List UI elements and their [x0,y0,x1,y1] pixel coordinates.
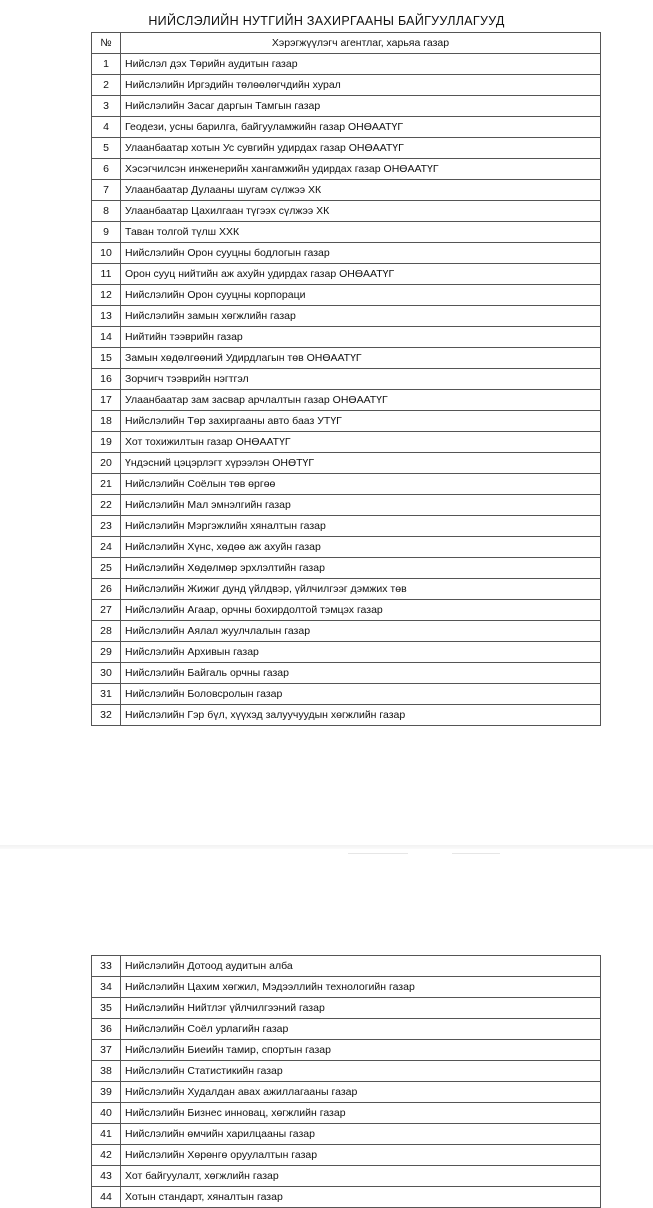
organization-name: Нийслэлийн Нийтлэг үйлчилгээний газар [121,998,601,1019]
row-number: 3 [92,96,121,117]
row-number: 43 [92,1166,121,1187]
row-number: 20 [92,453,121,474]
page-break-mark [348,853,408,854]
organization-name: Нийслэлийн Иргэдийн төлөөлөгчдийн хурал [121,75,601,96]
organization-name: Нийслэлийн Хүнс, хөдөө аж ахуйн газар [121,537,601,558]
organization-name: Нийслэлийн Гэр бүл, хүүхэд залуучуудын хөгжлийн газар [121,705,601,726]
page-break [0,845,653,849]
row-number: 27 [92,600,121,621]
row-number: 24 [92,537,121,558]
row-number: 15 [92,348,121,369]
table-row [92,684,601,705]
organization-name: Нийслэл дэх Төрийн аудитын газар [121,54,601,75]
row-number: 23 [92,516,121,537]
row-number: 21 [92,474,121,495]
row-number: 44 [92,1187,121,1208]
organization-name: Нийслэлийн Орон сууцны бодлогын газар [121,243,601,264]
table-row [92,558,601,579]
table-row [92,956,601,977]
row-number: 13 [92,306,121,327]
organization-name: Нийслэлийн Орон сууцны корпораци [121,285,601,306]
organization-name: Нийслэлийн Агаар, орчны бохирдолтой тэмцэх газар [121,600,601,621]
document-title: НИЙСЛЭЛИЙН НУТГИЙН ЗАХИРГААНЫ БАЙГУУЛЛАГУУД [148,14,505,28]
row-number: 34 [92,977,121,998]
table-row [92,75,601,96]
row-number: 40 [92,1103,121,1124]
row-number: 19 [92,432,121,453]
organizations-table-continued [91,955,601,1208]
organization-name: Таван толгой түлш ХХК [121,222,601,243]
organization-name: Нийслэлийн Статистикийн газар [121,1061,601,1082]
organization-name: Хот тохижилтын газар ОНӨААТҮГ [121,432,601,453]
table-row [92,201,601,222]
row-number: 42 [92,1145,121,1166]
table-row [92,390,601,411]
row-number: 38 [92,1061,121,1082]
row-number: 1 [92,54,121,75]
table-row [92,348,601,369]
table-row [92,516,601,537]
name-column-header: Хэрэгжүүлэгч агентлаг, харьяа газар [121,33,601,54]
table-row [92,977,601,998]
organization-name: Нийслэлийн Төр захиргааны авто бааз УТҮГ [121,411,601,432]
table-row [92,243,601,264]
table-body-part-1 [92,54,601,726]
organization-name: Нийслэлийн Мал эмнэлгийн газар [121,495,601,516]
page-break-mark [452,853,500,854]
table-row [92,621,601,642]
row-number: 41 [92,1124,121,1145]
row-number: 36 [92,1019,121,1040]
table-row [92,1082,601,1103]
row-number: 22 [92,495,121,516]
table-row [92,453,601,474]
row-number: 28 [92,621,121,642]
table-row [92,264,601,285]
row-number: 7 [92,180,121,201]
table-row [92,1187,601,1208]
row-number: 16 [92,369,121,390]
organization-name: Зорчигч тээврийн нэгтгэл [121,369,601,390]
organization-name: Нийслэлийн Жижиг дунд үйлдвэр, үйлчилгээг дэмжих төв [121,579,601,600]
organization-name: Нийслэлийн Боловсролын газар [121,684,601,705]
table-row [92,54,601,75]
table-row [92,1019,601,1040]
organization-name: Улаанбаатар хотын Ус сувгийн удирдах газар ОНӨААТҮГ [121,138,601,159]
row-number: 17 [92,390,121,411]
organization-name: Нийслэлийн Худалдан авах ажиллагааны газар [121,1082,601,1103]
organization-name: Орон сууц нийтийн аж ахуйн удирдах газар ОНӨААТҮГ [121,264,601,285]
organization-name: Хотын стандарт, хяналтын газар [121,1187,601,1208]
row-number: 26 [92,579,121,600]
table-row [92,1040,601,1061]
table-row [92,222,601,243]
organization-name: Нийслэлийн Бизнес инновац, хөгжлийн газар [121,1103,601,1124]
table-row [92,96,601,117]
table-row [92,663,601,684]
organization-name: Нийслэлийн Соёлын төв өргөө [121,474,601,495]
table-row [92,411,601,432]
table-row [92,369,601,390]
table-header-row [92,33,601,54]
organization-name: Нийтийн тээврийн газар [121,327,601,348]
table-row [92,1103,601,1124]
table-row [92,642,601,663]
organization-name: Нийслэлийн Хөдөлмөр эрхлэлтийн газар [121,558,601,579]
table-row [92,432,601,453]
row-number: 18 [92,411,121,432]
table-row [92,159,601,180]
table-row [92,327,601,348]
organization-name: Хэсэгчилсэн инженерийн хангамжийн удирдах газар ОНӨААТҮГ [121,159,601,180]
row-number: 25 [92,558,121,579]
table-row [92,579,601,600]
organization-name: Замын хөдөлгөөний Удирдлагын төв ОНӨААТҮГ [121,348,601,369]
row-number: 10 [92,243,121,264]
organization-name: Нийслэлийн Хөрөнгө оруулалтын газар [121,1145,601,1166]
organization-name: Улаанбаатар Дулааны шугам сүлжээ ХК [121,180,601,201]
organization-name: Нийслэлийн Байгаль орчны газар [121,663,601,684]
table-row [92,306,601,327]
row-number: 35 [92,998,121,1019]
row-number: 4 [92,117,121,138]
organization-name: Нийслэлийн Аялал жуулчлалын газар [121,621,601,642]
organization-name: Нийслэлийн Соёл урлагийн газар [121,1019,601,1040]
row-number: 29 [92,642,121,663]
organization-name: Нийслэлийн Архивын газар [121,642,601,663]
organization-name: Нийслэлийн Засаг даргын Тамгын газар [121,96,601,117]
table-row [92,1145,601,1166]
row-number: 31 [92,684,121,705]
row-number: 32 [92,705,121,726]
row-number: 12 [92,285,121,306]
table-row [92,180,601,201]
table-row [92,1061,601,1082]
row-number: 8 [92,201,121,222]
table-row [92,117,601,138]
row-number: 14 [92,327,121,348]
organization-name: Улаанбаатар зам засвар арчлалтын газар ОНӨААТҮГ [121,390,601,411]
row-number: 37 [92,1040,121,1061]
row-number: 9 [92,222,121,243]
organization-name: Үндэсний цэцэрлэгт хүрээлэн ОНӨТҮГ [121,453,601,474]
row-number: 2 [92,75,121,96]
table-row [92,705,601,726]
number-column-header: № [92,33,121,54]
organization-name: Нийслэлийн Цахим хөгжил, Мэдээллийн технологийн газар [121,977,601,998]
table-row [92,537,601,558]
organization-name: Нийслэлийн Биеийн тамир, спортын газар [121,1040,601,1061]
table-row [92,138,601,159]
organizations-table [91,32,601,726]
table-row [92,1124,601,1145]
organization-name: Нийслэлийн Мэргэжлийн хяналтын газар [121,516,601,537]
table-row [92,285,601,306]
organization-name: Хот байгуулалт, хөгжлийн газар [121,1166,601,1187]
organization-name: Улаанбаатар Цахилгаан түгээх сүлжээ ХК [121,201,601,222]
organization-name: Нийслэлийн Дотоод аудитын алба [121,956,601,977]
row-number: 6 [92,159,121,180]
row-number: 11 [92,264,121,285]
row-number: 39 [92,1082,121,1103]
row-number: 33 [92,956,121,977]
table-row [92,600,601,621]
organization-name: Нийслэлийн замын хөгжлийн газар [121,306,601,327]
table-body-part-2 [92,956,601,1208]
table-row [92,1166,601,1187]
table-row [92,495,601,516]
organization-name: Нийслэлийн өмчийн харилцааны газар [121,1124,601,1145]
row-number: 5 [92,138,121,159]
table-row [92,998,601,1019]
row-number: 30 [92,663,121,684]
table-row [92,474,601,495]
organization-name: Геодези, усны барилга, байгууламжийн газар ОНӨААТҮГ [121,117,601,138]
